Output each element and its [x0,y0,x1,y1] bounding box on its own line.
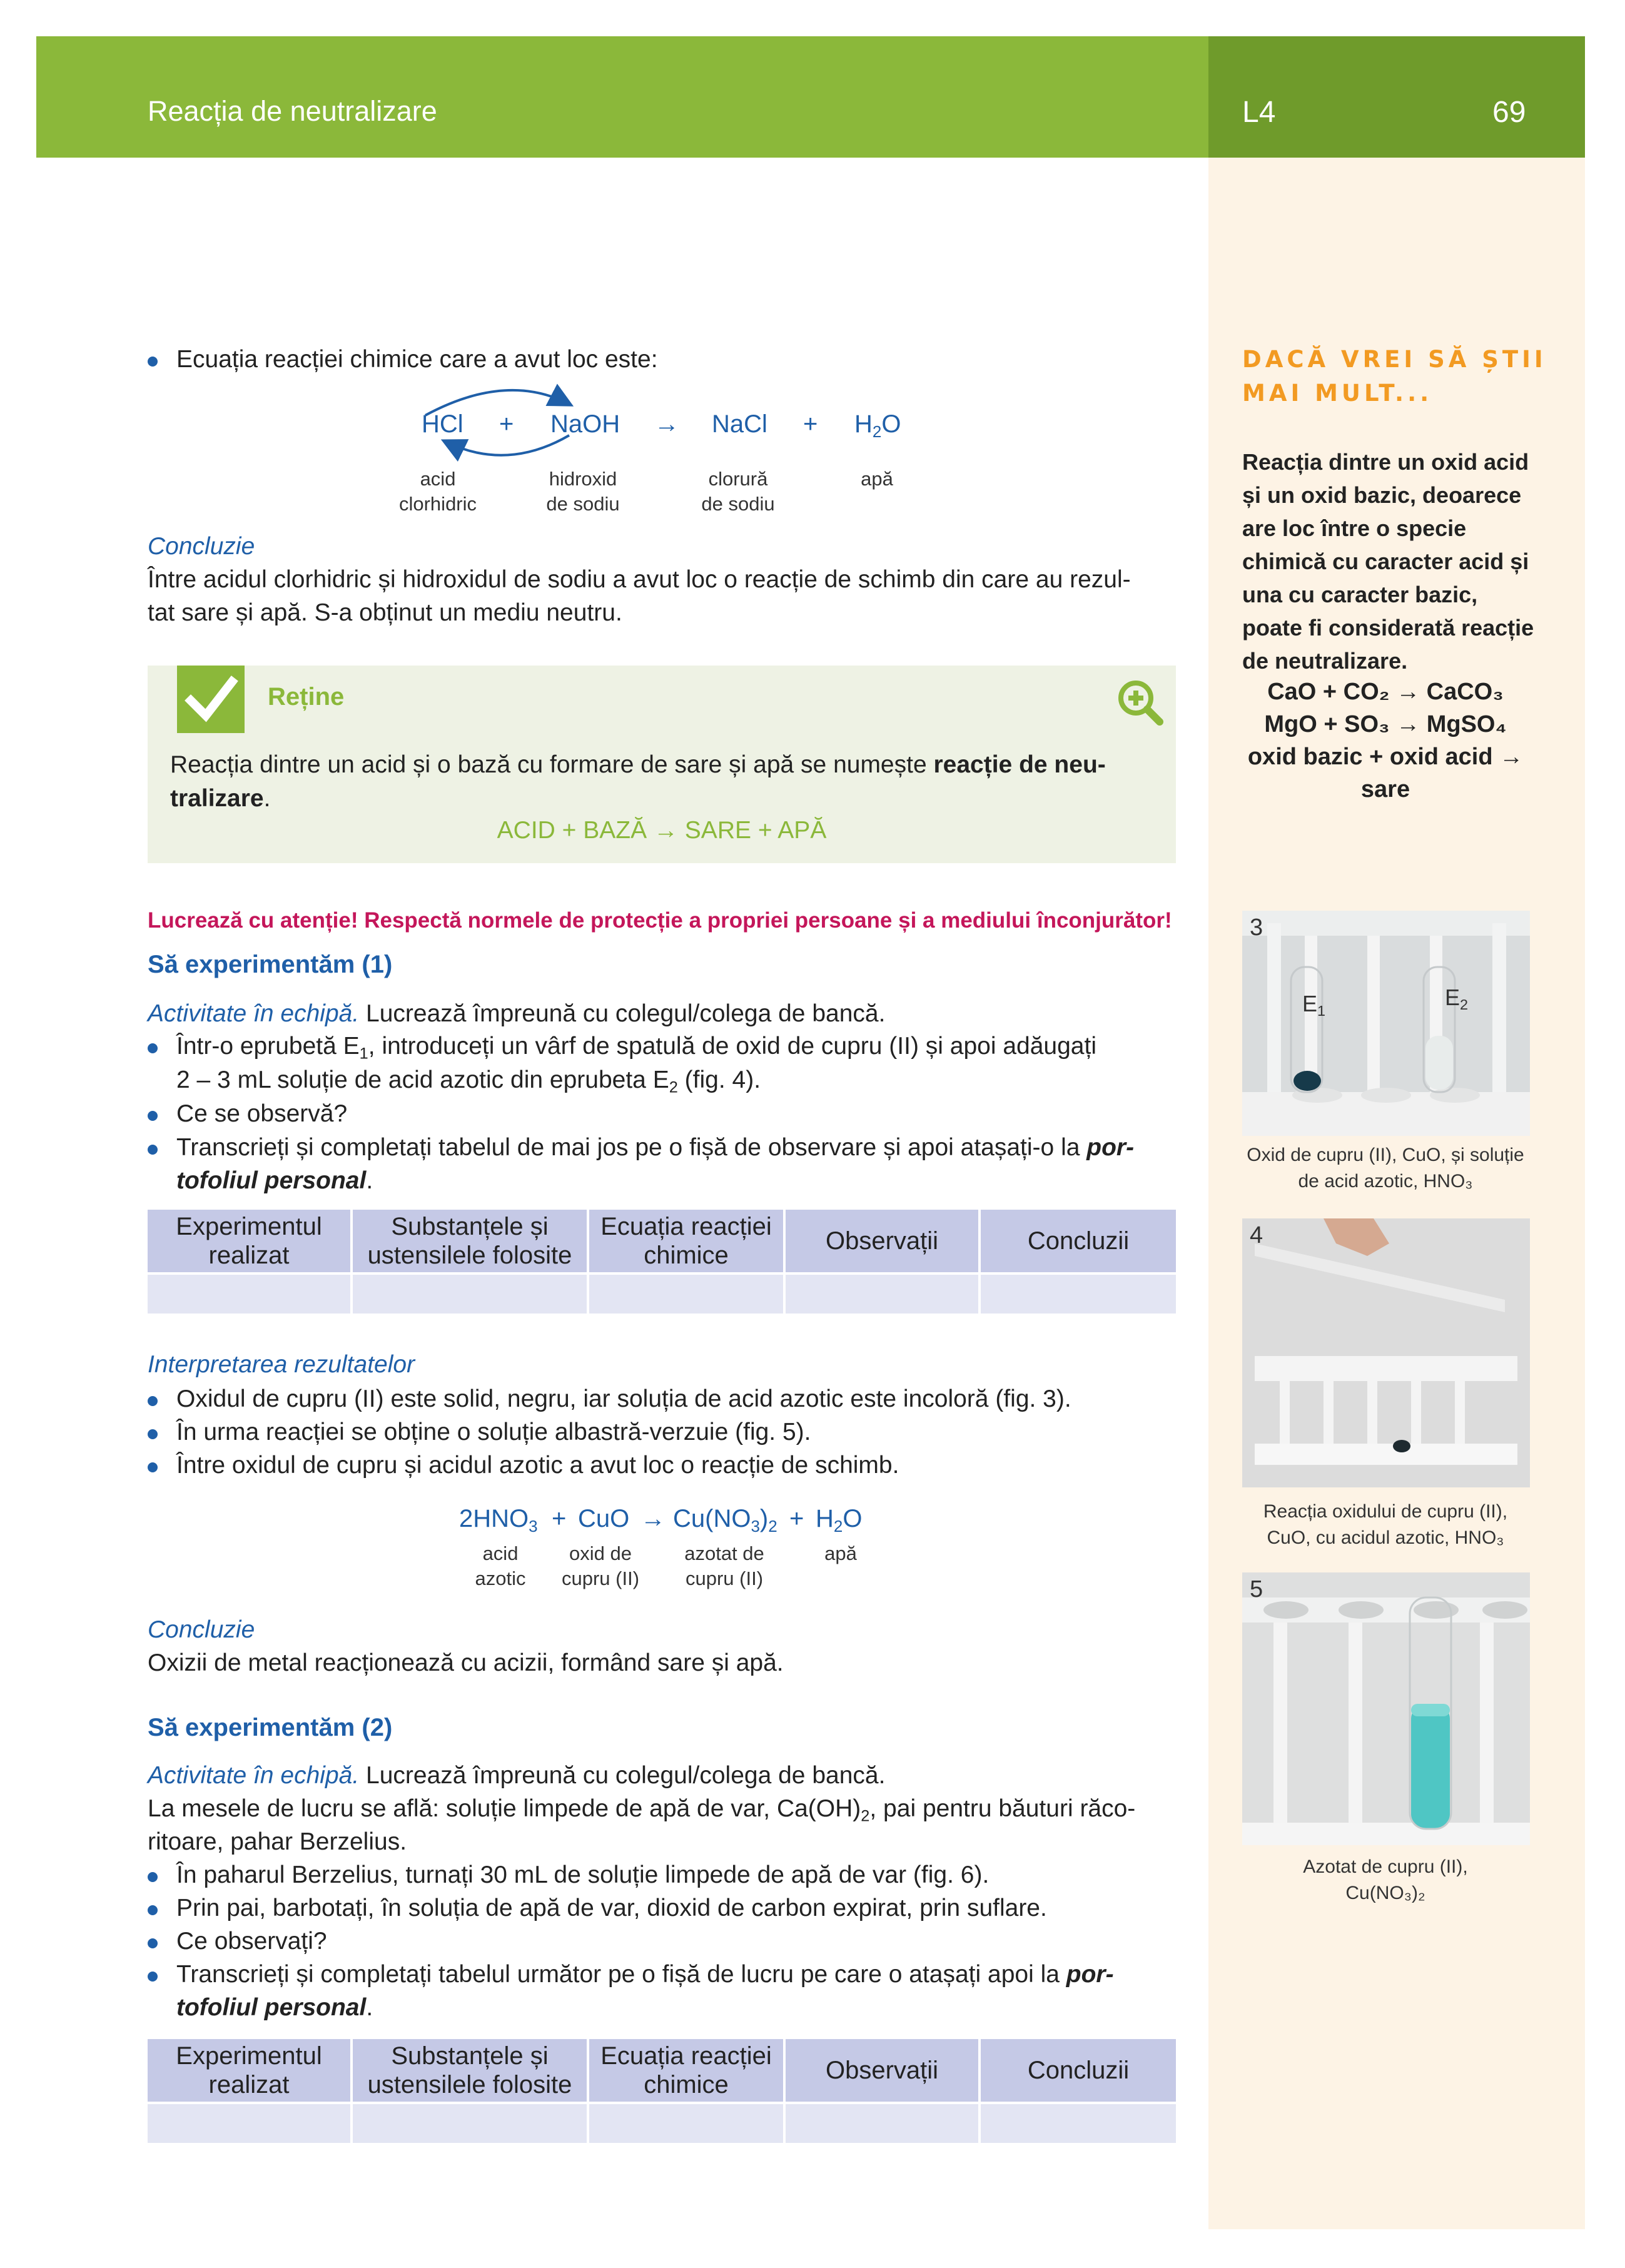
eq2-cuo: CuO [578,1505,630,1532]
label-e2: $E_2$ [1445,985,1469,1013]
eq1-label-water-1: apă [861,468,893,490]
table-header: Concluzii [981,1210,1176,1275]
table-header: Substanțele și ustensilele folosite [353,2039,589,2104]
experiment2-activity: Activitate în echipă. Lucrează împreună cu colegul/colega de bancă. [148,1762,886,1789]
eq1-water: $H_2O$ [854,410,901,441]
figure-5-number: 5 [1250,1576,1263,1602]
bullet-dot [148,1905,158,1915]
experiment1-bullet1-line1: Într-o eprubetă $E_1$, introduceți un vârf de spatulă de oxid de cupru (II) și apoi adăugați [176,1033,1096,1063]
experiment2-bullet1: În paharul Berzelius, turnați 30 mL de soluție limpede de apă de var (fig. 6). [176,1861,990,1888]
interpretation-bullet2: În urma reacției se obține o soluție albastră-verzuie (fig. 5). [176,1419,811,1445]
experiment2-bullet3: Ce observați? [176,1928,327,1955]
eq1-label-nacl [676,467,801,517]
table-row [148,2104,1176,2143]
figure-4-caption-line2: CuO, cu acidul azotic, HNO₃ [1267,1527,1504,1548]
conclusion1-title: Concluzie [148,533,255,560]
chapter-title: Reacția de neutralizare [148,95,437,127]
eq1-label-naoh-2: de sodiu [546,493,620,515]
conclusion2-text: Oxizii de metal reacționează cu acizii, formând sare și apă. [148,1649,784,1676]
figure-5-caption [1226,1854,1545,1906]
table-header: Concluzii [981,2039,1176,2104]
experiment2-bullet4-line1: Transcrieți și completați tabelul următor pe o fișă de lucru pe care o atașați apoi la por- [176,1961,1114,1988]
eq2-arrow: → [640,1505,666,1532]
eq1-label-nacl-1: clorură [708,468,768,490]
table-cell [148,1275,353,1314]
experiment1-activity: Activitate în echipă. Lucrează împreună cu colegul/colega de bancă. [148,1000,886,1027]
sidebar-eq-4: sare [1360,776,1410,802]
eq1-plus1: + [499,410,514,438]
figure-4-photo [1242,1218,1530,1487]
table-cell [981,1275,1176,1314]
eq2-label-cuno32-2: cupru (II) [685,1567,764,1589]
experiment1-title: Să experimentăm (1) [148,951,393,978]
figure-3-caption-line2: de acid azotic, HNO₃ [1298,1171,1473,1192]
figure-4-caption-line1: Reacția oxidului de cupru (II), [1263,1501,1508,1522]
eq1-label-hcl-2: clorhidric [398,493,477,515]
figure-3-caption [1226,1142,1545,1195]
conclusion1-line2: tat sare și apă. S-a obținut un mediu neutru. [148,599,622,626]
conclusion2-title: Concluzie [148,1616,255,1643]
experiment2-intro-line2: ritoare, pahar Berzelius. [148,1828,407,1855]
eq2-label-cuo-2: cupru (II) [561,1567,640,1589]
table-header: Experimentul realizat [148,2039,353,2104]
eq2-label-cuo-1: oxid de [569,1542,632,1564]
eq2-hno3: $2HNO_3$ [459,1505,538,1536]
eq1-naoh: NaOH [550,410,620,438]
table-cell [589,1275,786,1314]
lesson-label: L4 [1242,96,1276,129]
remember-title: Reține [268,683,345,711]
table-header-row [148,1210,1176,1275]
table-cell [353,2104,589,2143]
eq1-label-hcl [375,467,500,517]
experiment1-bullet1-line2: 2 – 3 mL soluție de acid azotic din eprubeta $E_2$ (fig. 4). [176,1066,761,1096]
eq1-hcl: HCl [422,410,463,438]
bullet-dot [148,1429,158,1439]
eq2-cuno32: $Cu(NO_3)_2$ [673,1505,777,1536]
bullet-dot [148,1462,158,1472]
sidebar-text: Reacția dintre un oxid acid și un oxid bazic, deoarece are loc între o specie chimică cu caracter acid și una cu caracter bazic, poate fi considerată reacție de neutralizare. [1242,449,1534,674]
bullet-dot [148,1043,158,1053]
bullet-dot [148,1145,158,1155]
eq1-arrow: → [654,410,679,438]
figure-5-photo [1242,1572,1530,1845]
figure-5-caption-line2: Cu(NO₃)₂ [1345,1883,1425,1903]
eq2-plus1: + [552,1505,567,1532]
experiment1-bullet3-line1: Transcrieți și completați tabelul de mai jos pe o fișă de observare și apoi atașați-o la por- [176,1134,1135,1161]
figure-3-number: 3 [1250,914,1263,941]
zoom-in-icon [1116,678,1163,726]
eq1-nacl: NaCl [712,410,767,438]
safety-warning: Lucrează cu atenție! Respectă normele de protecție a propriei persoane și a mediului înconjurător! [148,908,1172,933]
bullet-dot [148,1396,158,1406]
conclusion1-line1: Între acidul clorhidric și hidroxidul de sodiu a avut loc o reacție de schimb din care au rezul- [148,566,1131,593]
eq2-label-water [778,1541,903,1566]
checkmark-icon [177,666,245,733]
sidebar-heading-line1: DACĂ VREI SĂ ȘTII [1242,346,1547,373]
bullet-dot [148,1938,158,1948]
table-header-row [148,2039,1176,2104]
table-header: Experimentul realizat [148,1210,353,1275]
bullet-dot [148,1111,158,1121]
observation-table-1 [148,1210,1176,1314]
table-header: Substanțele și ustensilele folosite [353,1210,589,1275]
eq1-label-water [814,467,939,492]
eq2-label-water-1: apă [824,1542,857,1564]
table-header: Observații [786,1210,981,1275]
observation-table-2 [148,2039,1176,2143]
label-e1: $E_1$ [1302,991,1326,1020]
table-cell [786,1275,981,1314]
interpretation-title: Interpretarea rezultatelor [148,1351,415,1378]
eq1-label-naoh [520,467,645,517]
eq1-label-hcl-1: acid [420,468,456,490]
sidebar-eq-2: MgO + SO₃ → MgSO₄ [1264,711,1507,737]
figure-5-caption-line1: Azotat de cupru (II), [1303,1856,1468,1877]
sidebar-eq-1: CaO + CO₂ → CaCO₃ [1267,679,1504,705]
table-cell [353,1275,589,1314]
table-header: Ecuația reacției chimice [589,2039,786,2104]
figure-3-photo [1242,911,1530,1136]
eq2-label-cuo [538,1541,663,1591]
eq2-label-cuno32-1: azotat de [684,1542,764,1564]
table-cell [786,2104,981,2143]
figure-3-caption-line1: Oxid de cupru (II), CuO, și soluție [1247,1145,1524,1165]
experiment1-bullet2: Ce se observă? [176,1100,348,1127]
remember-text: Reacția dintre un acid și o bază cu formare de sare și apă se numește reacție de neu-tralizare. [170,751,1106,812]
figure-4-number: 4 [1250,1222,1263,1248]
bullet-dot [148,357,158,367]
eq2-label-cuno32 [662,1541,787,1591]
eq1-label-naoh-1: hidroxid [549,468,617,490]
sidebar-heading-line2: MAI MULT... [1242,380,1433,407]
eq1-label-nacl-2: de sodiu [701,493,775,515]
remember-formula: ACID + BAZĂ → SARE + APĂ [497,817,827,844]
eq2-water: $H_2O$ [816,1505,863,1536]
experiment2-intro-line1: La mesele de lucru se află: soluție limpede de apă de var, $Ca(OH)_2$, pai pentru băuturi răco- [148,1795,1136,1825]
eq2-plus2: + [789,1505,804,1532]
eq2-label-hno3-2: azotic [475,1567,526,1589]
figure-3 [1242,911,1530,1136]
experiment1-bullet3-line2: tofoliul personal. [176,1167,373,1194]
figure-5 [1242,1572,1530,1845]
sidebar-heading [1242,343,1555,410]
table-row [148,1275,1176,1314]
experiment2-bullet2: Prin pai, barbotați, în soluția de apă de var, dioxid de carbon expirat, prin suflare. [176,1895,1047,1921]
bullet-dot [148,1972,158,1982]
interpretation-bullet1: Oxidul de cupru (II) este solid, negru, iar soluția de acid azotic este incoloră (fig. 3). [176,1385,1071,1412]
table-cell [148,2104,353,2143]
page-number: 69 [1492,96,1526,129]
interpretation-bullet3: Între oxidul de cupru și acidul azotic a avut loc o reacție de schimb. [176,1452,899,1479]
sidebar-eq-3: oxid bazic + oxid acid → [1247,744,1524,770]
table-header: Observații [786,2039,981,2104]
intro-bullet-text: Ecuația reacției chimice care a avut loc este: [176,346,658,373]
bullet-dot [148,1872,158,1882]
figure-4 [1242,1218,1530,1487]
sidebar-equations [1226,676,1545,806]
table-cell [589,2104,786,2143]
table-cell [981,2104,1176,2143]
experiment2-bullet4-line2: tofoliul personal. [176,1994,373,2021]
figure-4-caption [1226,1499,1545,1551]
eq1-plus2: + [803,410,818,438]
table-header: Ecuația reacției chimice [589,1210,786,1275]
experiment2-title: Să experimentăm (2) [148,1714,393,1741]
eq2-label-hno3-1: acid [482,1542,519,1564]
